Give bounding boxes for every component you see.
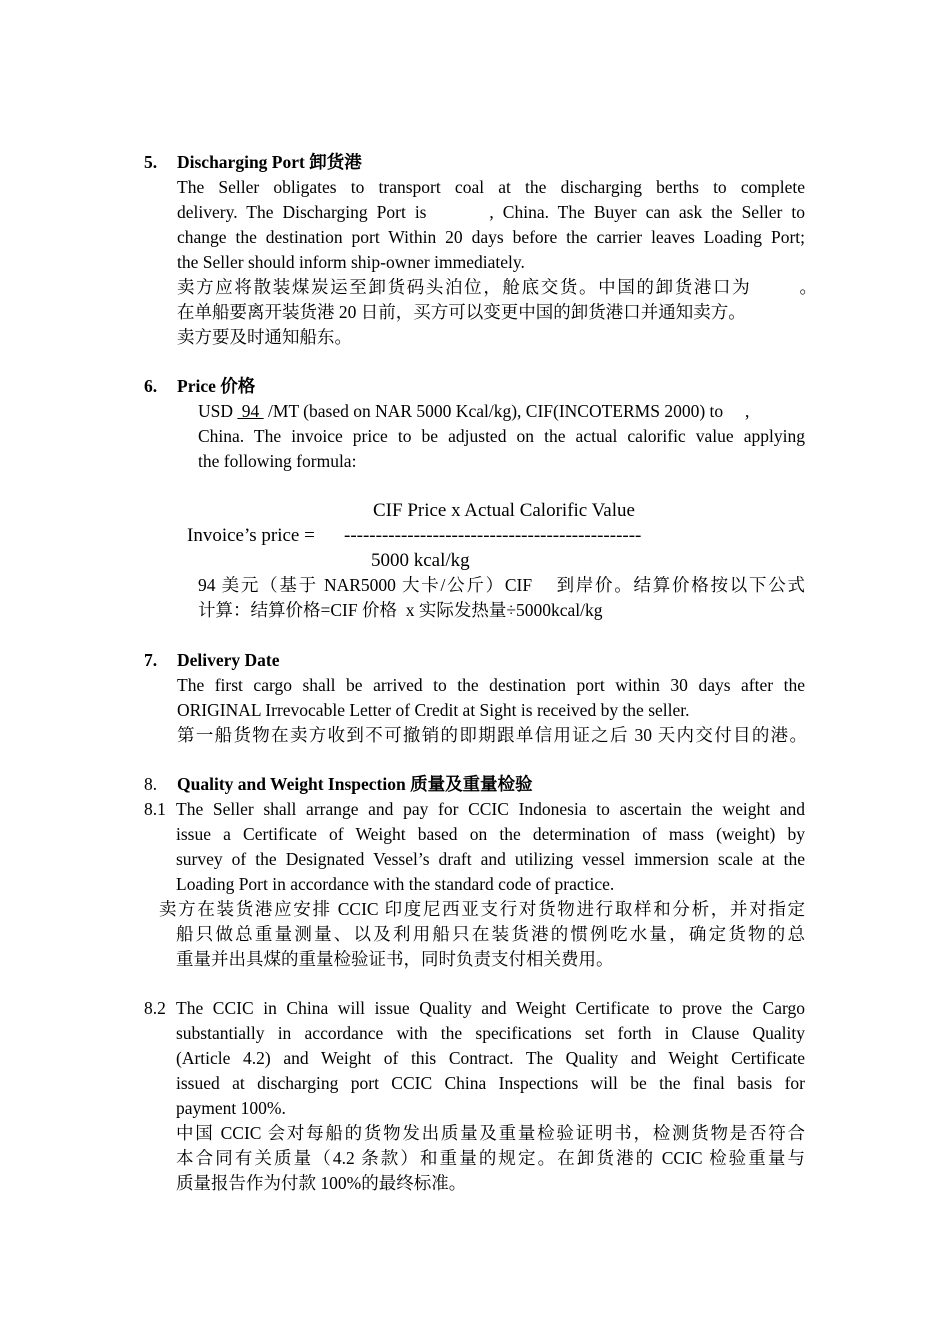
paragraph-line: Loading Port in accordance with the standard code of practice. <box>176 874 615 894</box>
chinese-line: 中国 CCIC 会对每船的货物发出质量及重量检验证明书，检测货物是否符合 <box>176 1123 805 1143</box>
chinese-line: 卖方应将散装煤炭运至卸货码头泊位，舱底交货。中国的卸货港口为 。 <box>177 277 817 297</box>
paragraph-line: the following formula: <box>198 451 357 471</box>
paragraph-line: issue a Certificate of Weight based on the determination of mass (weight) by <box>176 824 805 844</box>
section-title: Price 价格 <box>177 376 256 396</box>
section-title: Quality and Weight Inspection 质量及重量检验 <box>177 774 533 794</box>
price-value: 94 <box>237 401 264 421</box>
section-title: Discharging Port 卸货港 <box>177 152 362 172</box>
paragraph-line: China. The invoice price to be adjusted on the actual calorific value applying <box>198 426 805 446</box>
chinese-line: 卖方要及时通知船东。 <box>177 327 352 347</box>
paragraph-line: delivery. The Discharging Port is , China. The Buyer can ask the Seller to <box>177 202 805 222</box>
paragraph-line: The Seller shall arrange and pay for CCIC Indonesia to ascertain the weight and <box>176 799 805 819</box>
chinese-line: 重量并出具煤的重量检验证书，同时负责支付相关费用。 <box>176 949 614 969</box>
section-title: Delivery Date <box>177 650 280 670</box>
paragraph-line: issued at discharging port CCIC China Inspections will be the final basis for <box>176 1073 805 1093</box>
formula-label: Invoice’s price = <box>187 525 315 546</box>
chinese-line: 94 美元（基于 NAR5000 大卡/公斤）CIF 到岸价。结算价格按以下公式 <box>198 575 805 595</box>
subsection-number: 8.1 <box>144 799 166 819</box>
paragraph-line: survey of the Designated Vessel’s draft and utilizing vessel immersion scale at the <box>176 849 805 869</box>
paragraph-line: substantially in accordance with the specifications set forth in Clause Quality <box>176 1023 805 1043</box>
price-terms: /MT (based on NAR 5000 Kcal/kg), CIF(INCOTERMS 2000) to , <box>263 401 750 421</box>
paragraph-line: payment 100%. <box>176 1098 286 1118</box>
paragraph-line: The first cargo shall be arrived to the destination port within 30 days after the <box>177 675 805 695</box>
currency: USD <box>198 401 238 421</box>
chinese-line: 在单船要离开装货港 20 日前，买方可以变更中国的卸货港口并通知卖方。 <box>177 302 746 322</box>
chinese-line: 船只做总重量测量、以及利用船只在装货港的惯例吃水量，确定货物的总 <box>176 924 805 944</box>
chinese-line: 卖方在装货港应安排 CCIC 印度尼西亚支行对货物进行取样和分析，并对指定 <box>159 899 805 919</box>
section-number: 7. <box>144 650 158 670</box>
paragraph-line: ORIGINAL Irrevocable Letter of Credit at Sight is received by the seller. <box>177 700 690 720</box>
chinese-line: 第一船货物在卖方收到不可撤销的即期跟单信用证之后 30 天内交付目的港。 <box>177 725 807 745</box>
subsection-number: 8.2 <box>144 998 166 1018</box>
price-line <box>198 399 749 424</box>
paragraph-line: (Article 4.2) and Weight of this Contract. The Quality and Weight Certificate <box>176 1048 805 1068</box>
section-number: 8. <box>144 774 158 794</box>
paragraph-line: The CCIC in China will issue Quality and Weight Certificate to prove the Cargo <box>176 998 805 1018</box>
chinese-line: 本合同有关质量（4.2 条款）和重量的规定。在卸货港的 CCIC 检验重量与 <box>176 1148 805 1168</box>
paragraph-line: change the destination port Within 20 days before the carrier leaves Loading Port; <box>177 227 805 247</box>
formula-fraction-line: ----------------------------------------------- <box>344 525 642 546</box>
chinese-line: 质量报告作为付款 100%的最终标准。 <box>176 1173 467 1193</box>
chinese-line: 计算：结算价格=CIF 价格 x 实际发热量÷5000kcal/kg <box>198 600 603 620</box>
formula-numerator: CIF Price x Actual Calorific Value <box>373 500 635 521</box>
paragraph-line: The Seller obligates to transport coal at the discharging berths to complete <box>177 177 805 197</box>
section-number: 6. <box>144 376 158 396</box>
formula-denominator: 5000 kcal/kg <box>371 550 470 571</box>
section-number: 5. <box>144 152 158 172</box>
paragraph-line: the Seller should inform ship-owner immediately. <box>177 252 525 272</box>
